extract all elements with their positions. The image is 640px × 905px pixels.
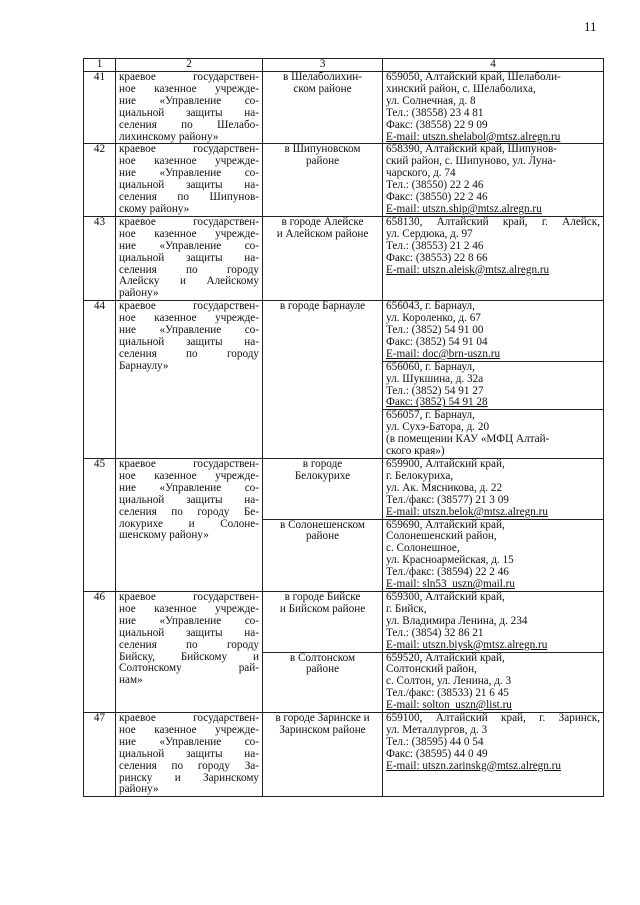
institution-name-line: циальной защиты на-	[119, 747, 259, 760]
contact-line: Тел./факс: (38533) 21 6 45	[386, 687, 509, 700]
row-number: 42	[84, 144, 116, 216]
institution-name-line: краевое государствен-	[119, 300, 259, 313]
institution-name-line: циальной защиты на-	[119, 493, 259, 506]
contact-line: г. Белокуриха,	[386, 469, 454, 482]
email-line: E-mail: solton_uszn@list.ru	[386, 699, 512, 712]
service-area-line: районе	[305, 155, 340, 168]
institution-name-line: ние «Управление со-	[119, 324, 259, 337]
contact-line: Солонешенский район,	[386, 530, 497, 543]
institution-name-line: локурихе и Солоне-	[119, 517, 259, 530]
contact-details	[383, 459, 604, 520]
institution-name-line: ное казенное учрежде-	[119, 155, 259, 168]
institution-name	[116, 459, 263, 592]
institution-name-line: району»	[119, 783, 159, 796]
institution-name-line: циальной защиты на-	[119, 251, 259, 264]
institution-name-line: краевое государствен-	[119, 215, 259, 228]
table-row	[84, 72, 604, 144]
institution-name-line: скому району»	[119, 202, 190, 215]
row-number: 45	[84, 459, 116, 592]
table-body	[84, 59, 604, 797]
contact-line: ул. Ак. Мясникова, д. 22	[386, 481, 503, 494]
institution-name	[116, 72, 263, 144]
row-number: 44	[84, 301, 116, 459]
table-row	[84, 301, 604, 362]
contact-line: Солтонский район,	[386, 663, 477, 676]
institution-name-line: селения по городу	[119, 263, 259, 276]
contact-line: 659100, Алтайский край, г. Заринск,	[386, 712, 600, 725]
contact-line: Факс: (3852) 54 91 04	[386, 335, 488, 348]
service-area-line: Заринском районе	[279, 723, 366, 736]
email-line: E-mail: utszn.aleisk@mtsz.alregn.ru	[386, 263, 550, 276]
contact-line: Тел.: (3852) 54 91 27	[386, 384, 484, 397]
contact-details	[383, 361, 604, 410]
institution-name-line: циальной защиты на-	[119, 106, 259, 119]
service-area	[263, 144, 383, 216]
institution-name-line: ринску и Заринскому	[119, 771, 259, 784]
institution-name-line: ние «Управление со-	[119, 167, 259, 180]
service-area-line: в Солонешенском	[280, 518, 365, 531]
institution-name-line: селения по Шелабо-	[119, 118, 259, 131]
table-row	[84, 216, 604, 300]
contact-line: ский район, с. Шипуново, ул. Луна-	[386, 155, 557, 168]
contact-details	[383, 713, 604, 797]
column-header-2: 2	[116, 59, 263, 72]
institution-name-line: селения по городу За-	[119, 759, 259, 772]
contact-line: 659900, Алтайский край,	[386, 458, 505, 470]
institution-name	[116, 591, 263, 712]
email-line: E-mail: utszn.shelabol@mtsz.alregn.ru	[386, 130, 561, 143]
institution-name-line: ние «Управление со-	[119, 735, 259, 748]
contact-details	[383, 216, 604, 300]
institution-name-line: ние «Управление со-	[119, 94, 259, 107]
contact-line: ского края»)	[386, 445, 445, 458]
contact-line: 656043, г. Барнаул,	[386, 300, 475, 313]
contact-line: Тел.: (38550) 22 2 46	[386, 179, 484, 192]
row-number: 43	[84, 216, 116, 300]
institution-name	[116, 713, 263, 797]
institution-name-line: ние «Управление со-	[119, 481, 259, 494]
contact-line: Факс: (3852) 54 91 28	[386, 396, 488, 409]
institution-name-line: шенскому району»	[119, 529, 209, 542]
institution-name-line: ное казенное учрежде-	[119, 602, 259, 615]
contact-line: Тел.: (3852) 54 91 00	[386, 324, 484, 337]
institution-name-line: Солтонскому рай-	[119, 662, 259, 675]
service-area-line: в Солтонском	[289, 651, 356, 664]
email-line: E-mail: utszn.ship@mtsz.alregn.ru	[386, 202, 542, 215]
contact-line: Тел./факс: (38594) 22 2 46	[386, 566, 509, 579]
column-header-1: 1	[84, 59, 116, 72]
service-area	[263, 591, 383, 652]
institution-name-line: Алейску и Алейскому	[119, 275, 259, 288]
institution-name-line: ное казенное учрежде-	[119, 312, 259, 325]
service-area	[263, 519, 383, 591]
contact-details	[383, 652, 604, 713]
contact-details	[383, 591, 604, 652]
contact-line: г. Бийск,	[386, 602, 427, 615]
service-area-line: в городе Барнауле	[279, 300, 366, 313]
institution-name-line: нам»	[119, 674, 143, 687]
institution-name-line: Барнаулу»	[119, 359, 169, 372]
contact-line: Тел.: (38553) 21 2 46	[386, 239, 484, 252]
service-area-line: районе	[305, 530, 340, 543]
contact-line: ул. Металлургов, д. 3	[386, 723, 488, 736]
contact-details	[383, 301, 604, 362]
contact-line: ул. Солнечная, д. 8	[386, 94, 476, 107]
service-area	[263, 216, 383, 300]
institution-name-line: ное казенное учрежде-	[119, 723, 259, 736]
contact-line: ул. Владимира Ленина, д. 234	[386, 614, 528, 627]
contact-line: с. Солтон, ул. Ленина, д. 3	[386, 675, 512, 688]
contact-line: 656057, г. Барнаул,	[386, 409, 475, 422]
contact-line: ул. Красноармейская, д. 15	[386, 554, 514, 567]
institution-name-line: циальной защиты на-	[119, 626, 259, 639]
contact-line: 658130, Алтайский край, г. Алейск,	[386, 215, 600, 228]
contact-line: Тел./факс: (38577) 21 3 09	[386, 493, 509, 506]
row-number: 46	[84, 591, 116, 712]
row-number: 41	[84, 72, 116, 144]
header-row	[84, 59, 604, 72]
contact-line: 656060, г. Барнаул,	[386, 360, 475, 373]
service-area	[263, 72, 383, 144]
institution-name-line: краевое государствен-	[119, 458, 259, 470]
institution-name-line: краевое государствен-	[119, 590, 259, 603]
contact-line: хинский район, с. Шелаболиха,	[386, 82, 536, 95]
institution-name-line: ное казенное учрежде-	[119, 82, 259, 95]
institution-name	[116, 216, 263, 300]
column-header-4: 4	[383, 59, 604, 72]
service-area-line: в городе	[302, 458, 343, 470]
email-line: E-mail: sln53_uszn@mail.ru	[386, 578, 515, 591]
row-number: 47	[84, 713, 116, 797]
contact-line: Факс: (38595) 44 0 49	[386, 747, 488, 760]
table-row	[84, 459, 604, 520]
service-area-line: районе	[305, 663, 340, 676]
service-area-line: и Алейском районе	[276, 227, 369, 240]
contact-line: Факс: (38558) 22 9 09	[386, 118, 488, 131]
institution-name-line: ние «Управление со-	[119, 614, 259, 627]
service-area-line: ском районе	[293, 82, 352, 95]
institution-name-line: циальной защиты на-	[119, 179, 259, 192]
contact-line: Факс: (38553) 22 8 66	[386, 251, 488, 264]
institution-name-line: краевое государствен-	[119, 712, 259, 725]
contact-details	[383, 72, 604, 144]
service-area-line: в городе Бийске	[284, 590, 361, 603]
service-area	[263, 301, 383, 459]
institution-name-line: ное казенное учрежде-	[119, 227, 259, 240]
contact-line: 659520, Алтайский край,	[386, 651, 505, 664]
table-row	[84, 713, 604, 797]
institution-name-line: краевое государствен-	[119, 71, 259, 83]
service-area-line: Белокурихе	[294, 469, 351, 482]
service-area-line: в Шипуновском	[284, 143, 361, 156]
email-line: E-mail: doc@brn-uszn.ru	[386, 347, 501, 360]
service-area	[263, 652, 383, 713]
institution-name-line: селения по городу	[119, 638, 259, 651]
service-area-line: в Шелаболихин-	[283, 71, 362, 83]
column-header-3: 3	[263, 59, 383, 72]
contact-line: 659300, Алтайский край,	[386, 590, 505, 603]
institution-name-line: селения по Шипунов-	[119, 191, 259, 204]
service-area-line: и Бийском районе	[279, 602, 366, 615]
service-area-line: в городе Алейске	[281, 215, 364, 228]
institution-name-line: краевое государствен-	[119, 143, 259, 156]
contact-line: Факс: (38550) 22 2 46	[386, 191, 488, 204]
contact-line: Тел.: (38558) 23 4 81	[386, 106, 484, 119]
contact-line: (в помещении КАУ «МФЦ Алтай-	[386, 433, 550, 446]
institution-name-line: району»	[119, 287, 159, 300]
table-row	[84, 144, 604, 216]
contact-line: чарского, д. 74	[386, 167, 456, 180]
institution-name-line: лихинскому району»	[119, 130, 219, 143]
institution-name	[116, 301, 263, 459]
contact-line: 659050, Алтайский край, Шелаболи-	[386, 71, 561, 83]
institution-name-line: ное казенное учрежде-	[119, 469, 259, 482]
institution-name-line: Бийску, Бийскому и	[119, 650, 259, 663]
contact-line: ул. Короленко, д. 67	[386, 312, 481, 325]
institution-name-line: ние «Управление со-	[119, 239, 259, 252]
institution-name-line: селения по городу Бе-	[119, 505, 259, 518]
table-row	[84, 591, 604, 652]
institution-name	[116, 144, 263, 216]
service-area	[263, 713, 383, 797]
email-line: E-mail: utszn.belok@mtsz.alregn.ru	[386, 505, 548, 518]
contact-line: ул. Сухэ-Батора, д. 20	[386, 421, 490, 434]
email-line: E-mail: utszn.biysk@mtsz.alregn.ru	[386, 638, 548, 651]
email-line: E-mail: utszn.zarinskg@mtsz.alregn.ru	[386, 759, 561, 772]
contact-line: ул. Шукшина, д. 32а	[386, 372, 484, 385]
contact-line: ул. Сердюка, д. 97	[386, 227, 473, 240]
institution-name-line: селения по городу	[119, 347, 259, 360]
contact-line: 658390, Алтайский край, Шипунов-	[386, 143, 557, 156]
contact-details	[383, 410, 604, 459]
institutions-table	[83, 58, 604, 797]
contact-line: Тел.: (38595) 44 0 54	[386, 735, 484, 748]
service-area	[263, 459, 383, 520]
page-number: 11	[584, 19, 597, 34]
contact-line: с. Солонешное,	[386, 542, 460, 555]
contact-line: Тел.: (3854) 32 86 21	[386, 626, 484, 639]
contact-details	[383, 144, 604, 216]
institution-name-line: циальной защиты на-	[119, 335, 259, 348]
contact-details	[383, 519, 604, 591]
service-area-line: в городе Заринске и	[275, 712, 370, 725]
contact-line: 659690, Алтайский край,	[386, 518, 505, 531]
